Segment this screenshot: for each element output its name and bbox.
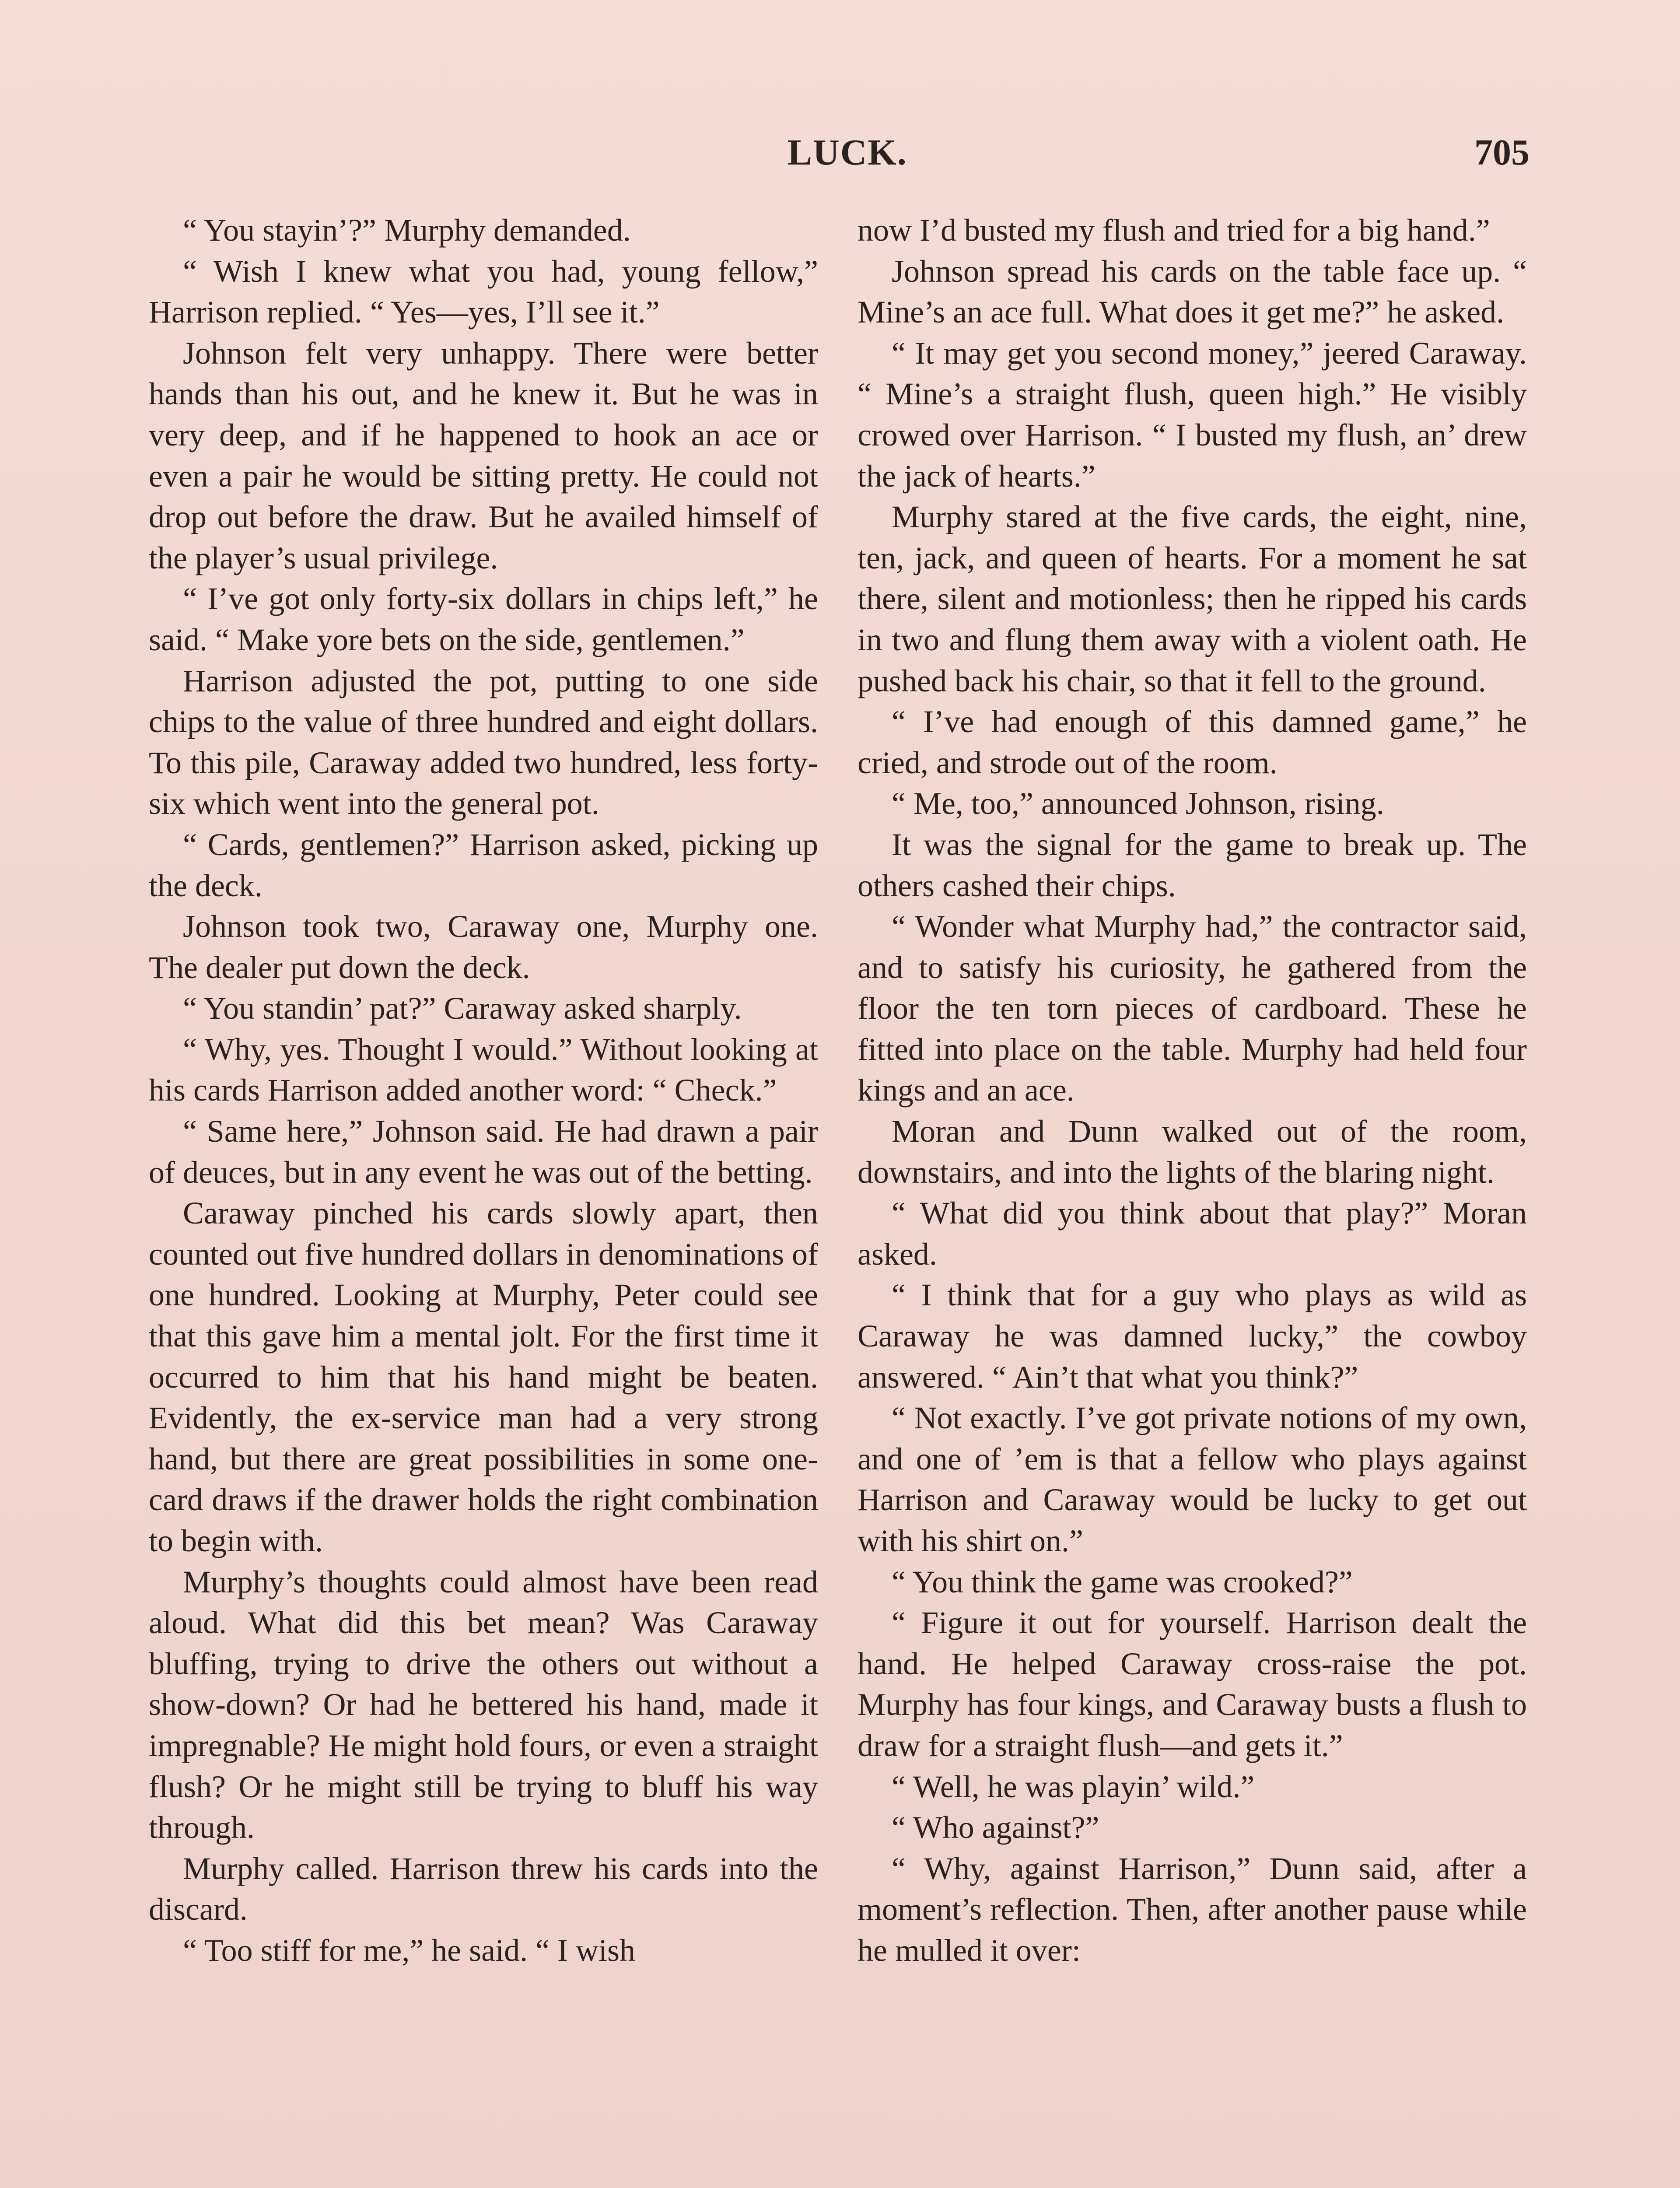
page-header [0,131,1680,179]
paragraph: Murphy stared at the five cards, the eight, nine, ten, jack, and queen of hearts. For a moment he sat there, silent and motionless; then he ripped his cards in two and flung them away with a violent oath. He pushed back his chair, so that it fell to the ground. [858,499,1527,698]
paragraph: “ Well, he was playin’ wild.” [892,1769,1255,1804]
paragraph: “ Same here,” Johnson said. He had drawn a pair of deuces, but in any event he was out of the betting. [149,1114,818,1190]
paragraph: Caraway pinched his cards slowly apart, then counted out five hundred dollars in denominations of one hundred. Looking at Murphy, Peter could see that this gave him a mental jolt. For the first time it occurred to him that his hand might be beaten. Evidently, the ex-service man had a very strong hand, but there are great possibilities in some one-card draws if the drawer holds the right combination to begin with. [149,1196,818,1558]
paragraph: “ Who against?” [892,1810,1099,1845]
paragraph: “ What did you think about that play?” Moran asked. [858,1196,1527,1272]
paragraph: “ Cards, gentlemen?” Harrison asked, picking up the deck. [149,827,818,903]
paragraph: Murphy called. Harrison threw his cards into the discard. [149,1851,818,1927]
paragraph: “ Figure it out for yourself. Harrison dealt the hand. He helped Caraway cross-raise the pot. Murphy has four kings, and Caraway busts a flush to draw for a straight flush—and gets it.” [858,1605,1527,1763]
paragraph: “ Wish I knew what you had, young fellow,” Harrison replied. “ Yes—yes, I’ll see it.” [149,253,818,330]
paragraph: “ Wonder what Murphy had,” the contractor said, and to satisfy his curiosity, he gathered from the floor the ten torn pieces of cardboard. These he fitted into place on the table. Murphy had held four kings and an ace. [858,909,1527,1108]
paragraph: “ You standin’ pat?” Caraway asked sharply. [183,991,742,1026]
paragraph: Johnson felt very unhappy. There were better hands than his out, and he knew it. But he was in very deep, and if he happened to hook an ace or even a pair he would be sitting pretty. He could not drop out before the draw. But he availed himself of the player’s usual privilege. [149,335,818,575]
paragraph: Moran and Dunn walked out of the room, downstairs, and into the lights of the blaring night. [858,1114,1527,1190]
paragraph: Johnson spread his cards on the table face up. “ Mine’s an ace full. What does it get me?” he asked. [858,253,1527,330]
paragraph: “ You stayin’?” Murphy demanded. [183,213,631,248]
paragraph: Harrison adjusted the pot, putting to one side chips to the value of three hundred and eight dollars. To this pile, Caraway added two hundred, less forty-six which went into the general pot. [149,663,818,821]
running-title: LUCK. [788,132,907,173]
paragraph: It was the signal for the game to break up. The others cashed their chips. [858,827,1527,903]
left-text-column [149,210,818,1971]
paragraph: “ Me, too,” announced Johnson, rising. [892,786,1384,821]
paragraph-continued: now I’d busted my flush and tried for a big hand.” [858,213,1490,248]
paragraph: Murphy’s thoughts could almost have been read aloud. What did this bet mean? Was Caraway bluffing, trying to drive the others out without a show-down? Or had he bettered his hand, made it impregnable? He might hold fours, or even a straight flush? Or he might still be trying to bluff his way through. [149,1564,818,1845]
paragraph: “ It may get you second money,” jeered Caraway. “ Mine’s a straight flush, queen high.” He visibly crowed over Harrison. “ I busted my flush, an’ drew the jack of hearts.” [858,335,1527,494]
paragraph: “ I’ve had enough of this damned game,” he cried, and strode out of the room. [858,704,1527,780]
paragraph: “ You think the game was crooked?” [892,1564,1353,1599]
paragraph: “ I think that for a guy who plays as wild as Caraway he was damned lucky,” the cowboy answered. “ Ain’t that what you think?” [858,1277,1527,1395]
right-text-column [858,210,1527,1971]
paragraph: “ Too stiff for me,” he said. “ I wish [183,1932,636,1968]
paragraph: “ I’ve got only forty-six dollars in chips left,” he said. “ Make yore bets on the side, gentlemen.” [149,581,818,657]
paragraph: “ Why, yes. Thought I would.” Without looking at his cards Harrison added another word: “ Check.” [149,1031,818,1108]
paragraph: “ Not exactly. I’ve got private notions of my own, and one of ’em is that a fellow who plays against Harrison and Caraway would be lucky to get out with his shirt on.” [858,1400,1527,1558]
page-number: 705 [1474,132,1530,173]
paragraph: “ Why, against Harrison,” Dunn said, after a moment’s reflection. Then, after another pause while he mulled it over: [858,1851,1527,1968]
paragraph: Johnson took two, Caraway one, Murphy one. The dealer put down the deck. [149,909,818,985]
